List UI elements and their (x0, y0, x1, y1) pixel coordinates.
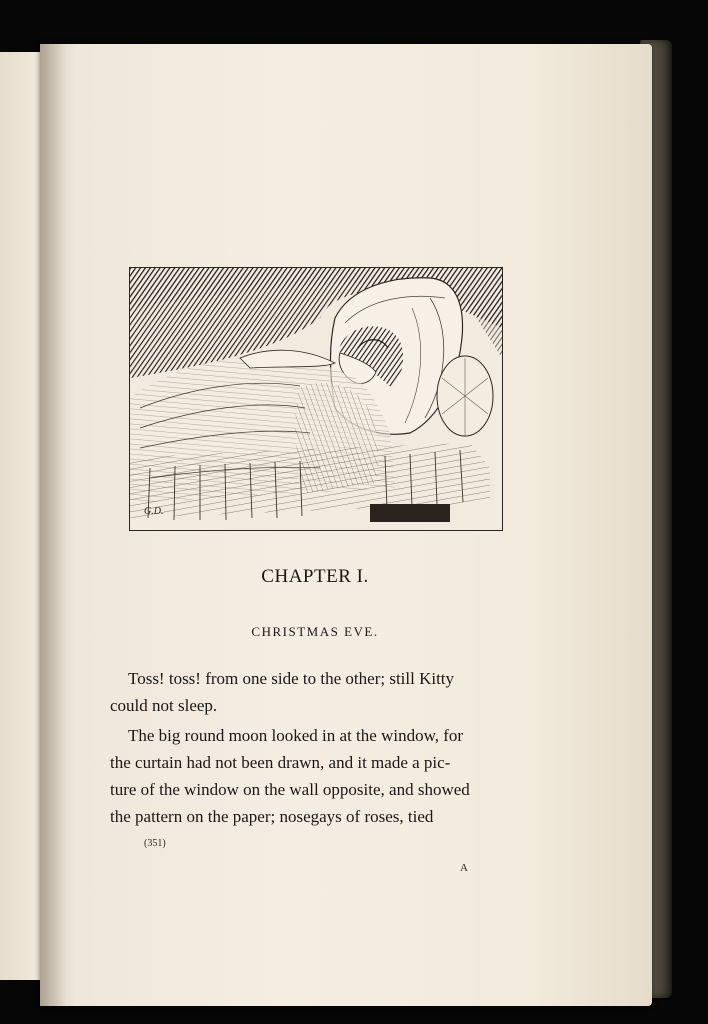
signature-mark: A (460, 862, 468, 874)
chapter-subtitle: CHRISTMAS EVE. (251, 624, 379, 639)
artist-monogram: G.D. (144, 506, 164, 517)
chapter-title: CHAPTER I. (261, 566, 369, 587)
text-line: could not sleep. (110, 696, 218, 715)
paragraph (110, 665, 522, 719)
body-text (110, 665, 522, 833)
page-number: (351) (144, 838, 166, 849)
text-line: The big round moon looked in at the window, for (128, 726, 464, 745)
chapter-illustration (129, 267, 503, 531)
text-line: Toss! toss! from one side to the other; still Kitty (128, 669, 455, 688)
girl-in-bed-engraving (130, 268, 502, 530)
text-line: ture of the window on the wall opposite, and showed (110, 780, 470, 799)
paragraph (110, 722, 522, 830)
text-line: the pattern on the paper; nosegays of roses, tied (110, 807, 434, 826)
page-gutter-shadow (40, 44, 66, 1006)
text-line: the curtain had not been drawn, and it made a pic- (110, 753, 451, 772)
